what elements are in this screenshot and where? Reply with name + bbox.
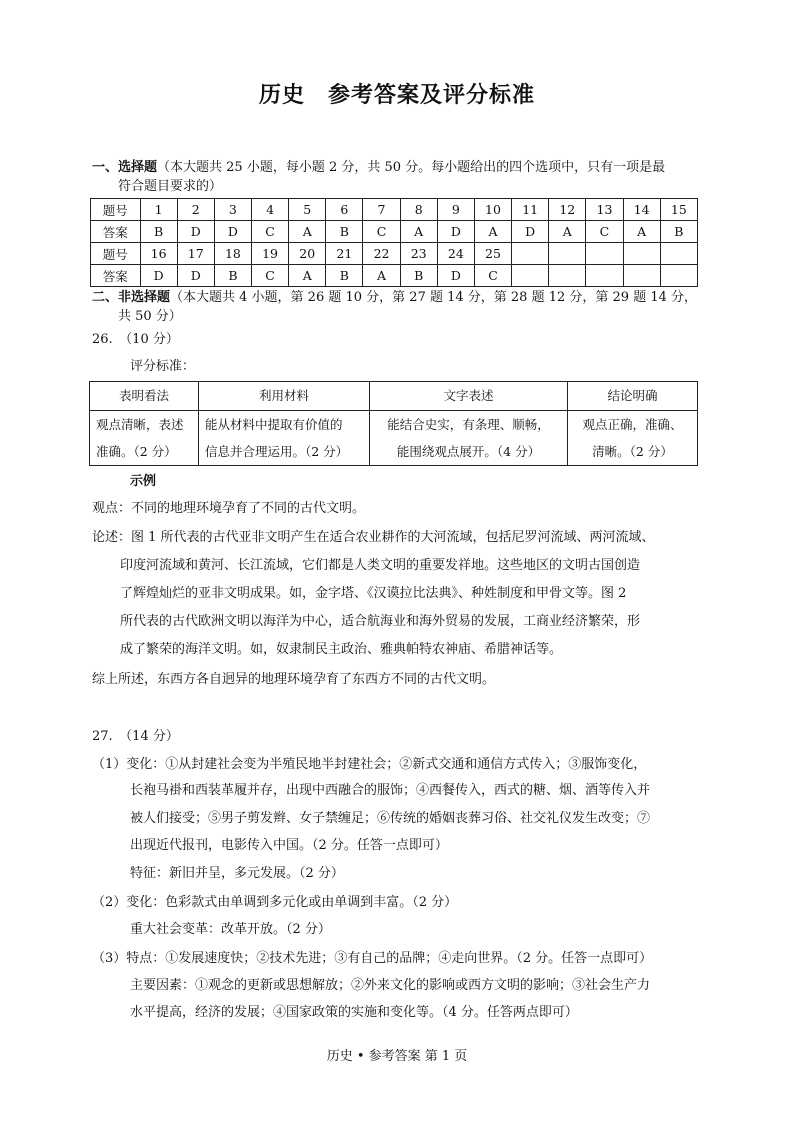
answer-cell: 6	[326, 199, 363, 221]
example-label: 示例	[130, 474, 157, 489]
viewpoint: 观点：不同的地理环境孕育了不同的古代文明。	[92, 501, 366, 516]
criteria-cell: 能结合史实，有条理、顺畅， 能围绕观点展开。（4 分）	[370, 411, 568, 466]
answer-cell: 12	[549, 199, 586, 221]
answer-cell: D	[177, 221, 214, 243]
answer-cell: A	[623, 221, 660, 243]
argument-line: 了辉煌灿烂的亚非文明成果。如，金字塔、《汉谟拉比法典》、种姓制度和甲骨文等。图 2	[120, 586, 627, 601]
answer-row-label: 题号	[91, 243, 141, 265]
answer-cell: A	[474, 221, 511, 243]
answer-cell: D	[214, 221, 251, 243]
answer-row-label: 题号	[91, 199, 141, 221]
q27-p2: （2）变化：色彩款式由单调到多元化或由单调到丰富。（2 分）	[92, 895, 458, 910]
q26-label: 26. （10 分）	[92, 332, 179, 347]
answer-table-row	[91, 199, 698, 221]
answer-cell: 14	[623, 199, 660, 221]
q27-p3-factors: 主要因素：①观念的更新或思想解放；②外来文化的影响或西方文明的影响；③社会生产力	[130, 978, 651, 993]
q27-p3-factors: 水平提高，经济的发展；④国家政策的实施和变化等。（4 分。任答两点即可）	[130, 1005, 578, 1020]
answer-cell: 25	[474, 243, 511, 265]
answer-cell: A	[549, 221, 586, 243]
answer-cell: B	[326, 221, 363, 243]
answer-cell: 10	[474, 199, 511, 221]
q27-p1-line: （1）变化：①从封建社会变为半殖民地半封建社会；②新式交通和通信方式传入；③服饰变化，	[92, 757, 647, 772]
argument-line: 印度河流域和黄河、长江流域，它们都是人类文明的重要发祥地。这些地区的文明古国创造	[120, 558, 641, 573]
answer-cell: C	[474, 265, 511, 287]
conclusion: 综上所述，东西方各自迥异的地理环境孕育了东西方不同的古代文明。	[92, 672, 496, 687]
section2-line1	[92, 288, 698, 308]
answer-cell	[549, 243, 586, 265]
argument-line: 所代表的古代欧洲文明以海洋为中心，适合航海业和海外贸易的发展，工商业经济繁荣，形	[120, 614, 641, 629]
answer-cell: 22	[363, 243, 400, 265]
answer-cell: 4	[251, 199, 288, 221]
answer-cell: 21	[326, 243, 363, 265]
q27-p2-change: 重大社会变革：改革开放。（2 分）	[130, 922, 331, 937]
answer-cell	[660, 265, 697, 287]
answer-cell: 9	[437, 199, 474, 221]
criteria-cell: 观点正确，准确、 清晰。（2 分）	[568, 411, 698, 466]
answer-cell	[549, 265, 586, 287]
section1-desc1: （本大题共 25 小题，每小题 2 分，共 50 分。每小题给出的四个选项中，只有一项是最	[157, 160, 666, 175]
answer-cell: D	[177, 265, 214, 287]
answer-cell: 15	[660, 199, 697, 221]
answer-cell: C	[251, 265, 288, 287]
answer-cell: 2	[177, 199, 214, 221]
answer-cell: D	[437, 265, 474, 287]
q27-p3: （3）特点：①发展速度快；②技术先进；③有自己的品牌；④走向世界。（2 分。任答一点即可）	[92, 951, 653, 966]
answer-cell: B	[140, 221, 177, 243]
answer-cell: C	[251, 221, 288, 243]
argument-line: 论述：图 1 所代表的古代亚非文明产生在适合农业耕作的大河流域，包括尼罗河流域、两河流域、	[92, 530, 655, 545]
answer-cell: 18	[214, 243, 251, 265]
criteria-header: 利用材料	[199, 382, 370, 411]
q27-p1-line: 被人们接受；⑤男子剪发辫、女子禁缠足；⑥传统的婚姻丧葬习俗、社交礼仪发生改变；⑦	[130, 811, 651, 826]
q27-label: 27. （14 分）	[92, 729, 179, 744]
section1-heading: 一、选择题	[92, 160, 158, 175]
answer-cell: 16	[140, 243, 177, 265]
answer-cell: D	[437, 221, 474, 243]
answer-cell: B	[326, 265, 363, 287]
answer-cell: D	[512, 221, 549, 243]
answer-cell: 11	[512, 199, 549, 221]
answer-cell: D	[140, 265, 177, 287]
q27-p1-line: 长袍马褂和西装革履并存，出现中西融合的服饰；④西餐传入，西式的糖、烟、酒等传入并	[130, 783, 651, 798]
answer-cell: C	[586, 221, 623, 243]
section2-desc1: （本大题共 4 小题，第 26 题 10 分，第 27 题 14 分，第 28 题 12 分，第 29 题 14 分，	[170, 290, 698, 305]
page-title: 历史 参考答案及评分标准	[258, 82, 535, 108]
answer-cell: B	[660, 221, 697, 243]
q27-p1-line: 出现近代报刊，电影传入中国。（2 分。任答一点即可）	[130, 838, 448, 853]
answer-cell: A	[363, 265, 400, 287]
q26-criteria-label: 评分标准：	[130, 359, 196, 374]
answer-cell: 8	[400, 199, 437, 221]
answer-cell: A	[289, 221, 326, 243]
criteria-table	[89, 381, 698, 466]
answer-row-label: 答案	[91, 221, 141, 243]
answer-cell	[512, 265, 549, 287]
answer-cell	[623, 265, 660, 287]
answer-cell: A	[289, 265, 326, 287]
answer-row-label: 答案	[91, 265, 141, 287]
answer-table-row	[91, 265, 698, 287]
answer-cell: B	[400, 265, 437, 287]
answer-cell: 20	[289, 243, 326, 265]
answer-cell: 17	[177, 243, 214, 265]
answer-cell: 23	[400, 243, 437, 265]
q27-p1-feature: 特征：新旧并呈，多元发展。（2 分）	[130, 866, 344, 881]
answer-cell	[623, 243, 660, 265]
answer-cell: 5	[289, 199, 326, 221]
answer-table-row	[91, 221, 698, 243]
section2-desc2: 共 50 分）	[118, 309, 182, 324]
criteria-header: 文字表述	[370, 382, 568, 411]
criteria-cell: 能从材料中提取有价值的 信息并合理运用。（2 分）	[199, 411, 370, 466]
argument-line: 成了繁荣的海洋文明。如，奴隶制民主政治、雅典帕特农神庙、希腊神话等。	[120, 642, 563, 657]
answer-cell: 19	[251, 243, 288, 265]
answer-cell	[660, 243, 697, 265]
criteria-header: 结论明确	[568, 382, 698, 411]
answer-table	[90, 198, 698, 287]
section2-heading: 二、非选择题	[92, 290, 171, 305]
section1-line1	[92, 158, 698, 178]
answer-cell	[586, 265, 623, 287]
answer-cell: 7	[363, 199, 400, 221]
page-footer: 历史 • 参考答案 第 1 页	[326, 1049, 468, 1064]
answer-cell: 24	[437, 243, 474, 265]
answer-cell	[512, 243, 549, 265]
answer-cell: 3	[214, 199, 251, 221]
answer-cell: C	[363, 221, 400, 243]
answer-cell: 1	[140, 199, 177, 221]
section1-desc2: 符合题目要求的）	[118, 179, 223, 194]
answer-cell	[586, 243, 623, 265]
criteria-header: 表明看法	[90, 382, 199, 411]
answer-cell: 13	[586, 199, 623, 221]
criteria-cell: 观点清晰，表述 准确。（2 分）	[90, 411, 199, 466]
answer-cell: A	[400, 221, 437, 243]
answer-table-row	[91, 243, 698, 265]
answer-cell: B	[214, 265, 251, 287]
